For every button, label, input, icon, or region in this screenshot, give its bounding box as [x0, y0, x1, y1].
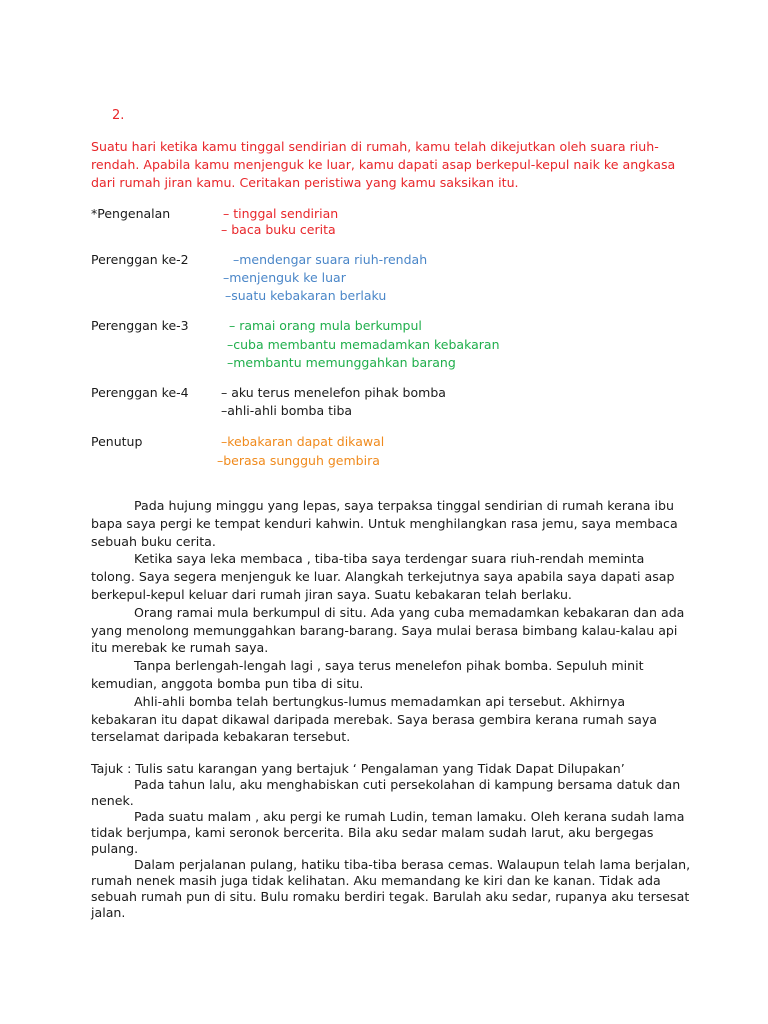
outline-point: –membantu memunggahkan barang	[227, 355, 456, 370]
question-text: Suatu hari ketika kamu tinggal sendirian di rumah, kamu telah dikejutkan oleh suara riuh-rendah. Apabila kamu menjenguk ke luar, kamu dapati asap berkepul-kepul naik ke angkasa dari rumah jiran kamu. Ceritakan peristiwa yang kamu saksikan itu.	[91, 139, 676, 190]
outline-point: – ramai orang mula berkumpul	[229, 318, 422, 333]
outline-label: Perenggan ke-2	[91, 252, 189, 267]
essay-one	[91, 497, 691, 746]
essay-paragraph: Orang ramai mula berkumpul di situ. Ada yang cuba memadamkan kebakaran dan ada yang menolong memunggahkan barang-barang. Saya mulai berasa bimbang kalau-kalau api itu merebak ke rumah saya.	[91, 604, 685, 656]
essay-two	[91, 761, 691, 921]
question-number: 2.	[112, 108, 125, 123]
outline-point: –ahli-ahli bomba tiba	[221, 403, 353, 418]
outline-point: –mendengar suara riuh-rendah	[233, 252, 428, 267]
outline-point: – baca buku cerita	[221, 222, 336, 237]
outline-point: –berasa sungguh gembira	[217, 453, 380, 468]
outline-point: –suatu kebakaran berlaku	[225, 288, 387, 303]
outline-point: –menjenguk ke luar	[223, 270, 346, 285]
essay-paragraph: Pada suatu malam , aku pergi ke rumah Ludin, teman lamaku. Oleh kerana sudah lama tidak berjumpa, kami seronok bercerita. Bila aku sedar malam sudah larut, aku bergegas pulang.	[91, 809, 685, 856]
essay-paragraph: Ahli-ahli bomba telah bertungkus-lumus memadamkan api tersebut. Akhirnya kebakaran itu dapat dikawal daripada merebak. Saya berasa gembira kerana rumah saya terselamat daripada kebakaran tersebut.	[91, 693, 658, 745]
essay-paragraph: Ketika saya leka membaca , tiba-tiba saya terdengar suara riuh-rendah meminta tolong. Saya segera menjenguk ke luar. Alangkah terkejutnya saya apabila saya dapati asap berkepul-kepul keluar dari rumah jiran saya. Suatu kebakaran telah berlaku.	[91, 551, 675, 602]
outline-label: *Pengenalan	[91, 206, 171, 221]
outline-point: –cuba membantu memadamkan kebakaran	[227, 337, 500, 352]
outline-point: –kebakaran dapat dikawal	[221, 434, 385, 449]
outline-point: – tinggal sendirian	[223, 206, 339, 221]
essay-paragraph: Pada hujung minggu yang lepas, saya terpaksa tinggal sendirian di rumah kerana ibu bapa saya pergi ke tempat kenduri kahwin. Untuk menghilangkan rasa jemu, saya membaca sebuah buku cerita.	[91, 498, 678, 549]
outline-label: Perenggan ke-4	[91, 385, 189, 400]
outline-label: Penutup	[91, 434, 143, 449]
essay-paragraph: Dalam perjalanan pulang, hatiku tiba-tiba berasa cemas. Walaupun telah lama berjalan, rumah nenek masih juga tidak kelihatan. Aku memandang ke kiri dan ke kanan. Tidak ada sebuah rumah pun di situ. Bulu romaku berdiri tegak. Barulah aku sedar, rupanya aku tersesat jalan.	[91, 857, 691, 920]
outline-label: Perenggan ke-3	[91, 318, 189, 333]
essay-paragraph: Tanpa berlengah-lengah lagi , saya terus menelefon pihak bomba. Sepuluh minit kemudian, anggota bomba pun tiba di situ.	[91, 658, 644, 691]
essay-title: Tajuk : Tulis satu karangan yang bertajuk ‘ Pengalaman yang Tidak Dapat Dilupakan’	[91, 761, 625, 776]
outline-point: – aku terus menelefon pihak bomba	[221, 385, 446, 400]
essay-paragraph: Pada tahun lalu, aku menghabiskan cuti persekolahan di kampung bersama datuk dan nenek.	[91, 777, 681, 808]
